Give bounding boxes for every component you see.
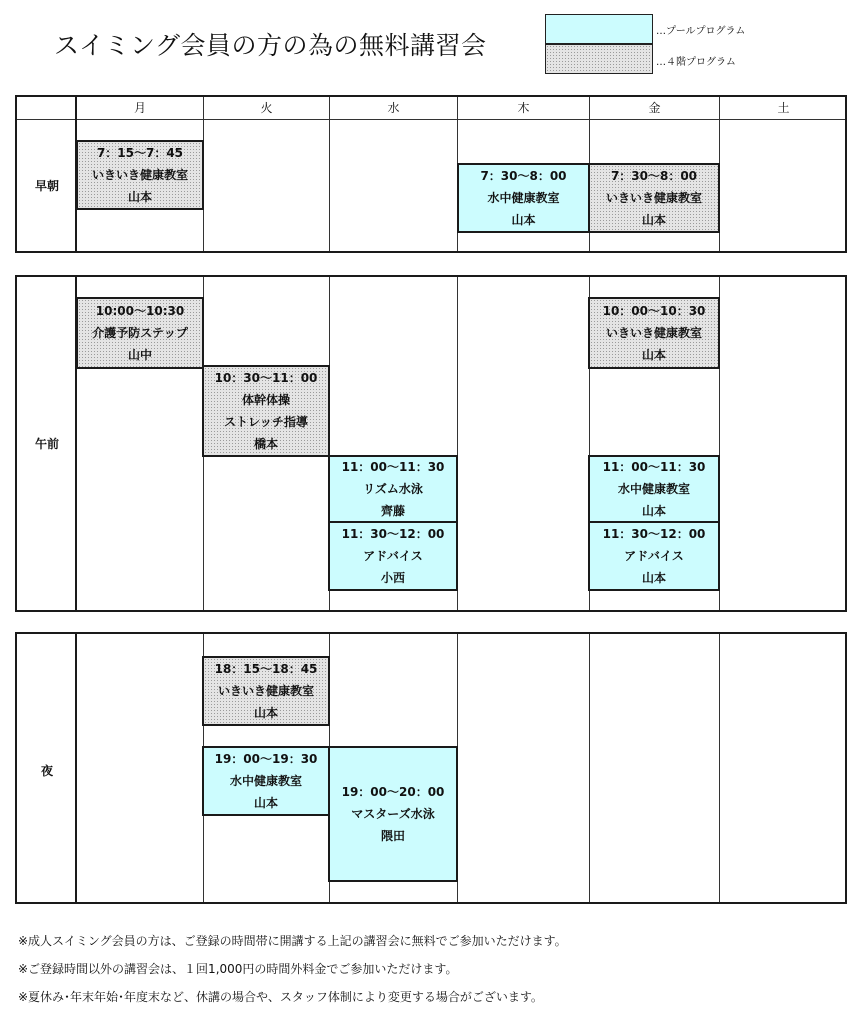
header-divider [17,119,845,120]
class-time: 10：00〜10：30 [602,304,706,318]
class-block [202,656,330,726]
class-block [588,455,720,523]
class-instructor: 山中 [127,348,152,362]
class-title: いきいき健康教室 [605,326,702,340]
class-block [328,746,458,882]
class-time: 11：30〜12：00 [602,527,706,541]
period-early: 早朝 [34,179,59,193]
class-title: アドバイス [624,549,684,563]
schedule-night-section [15,632,847,904]
class-title: いきいき健康教室 [605,191,702,205]
class-title: アドバイス [363,549,423,563]
class-instructor: 齊藤 [380,504,405,518]
period-morning: 午前 [34,437,59,451]
class-title: 体幹体操 [241,393,290,407]
class-subtitle: ストレッチ指導 [224,415,308,429]
class-block [328,455,458,523]
schedule-early-section [15,95,847,253]
class-title: いきいき健康教室 [91,168,188,182]
class-block [76,297,204,369]
class-time: 11：30〜12：00 [341,527,445,541]
day-sat: 土 [777,101,790,115]
class-time: 19：00〜19：30 [214,752,318,766]
footnote: ※ご登録時間以外の講習会は、１回1,000円の時間外料金でご参加いただけます。 [18,962,458,976]
class-time: 11：00〜11：30 [341,460,445,474]
class-block [588,521,720,591]
class-instructor: 山本 [511,213,536,227]
footnote: ※成人スイミング会員の方は、ご登録の時間帯に開講する上記の講習会に無料でご参加いただけます。 [18,934,567,948]
class-block [76,140,204,210]
class-title: いきいき健康教室 [217,684,314,698]
class-instructor: 山本 [641,504,666,518]
day-mon: 月 [133,101,146,115]
class-block [202,746,330,816]
class-instructor: 隈田 [380,829,405,843]
schedule-morning-section [15,275,847,612]
class-time: 10:00〜10:30 [95,304,185,318]
day-thu: 木 [517,101,530,115]
class-time: 7：30〜8：00 [480,169,567,183]
day-fri: 金 [648,101,661,115]
class-instructor: 橋本 [253,437,278,451]
class-instructor: 山本 [641,571,666,585]
class-title: 水中健康教室 [229,774,302,788]
class-time: 10：30〜11：00 [214,371,318,385]
class-block [588,297,720,369]
day-wed: 水 [387,101,400,115]
class-block [328,521,458,591]
class-block [588,163,720,233]
class-time: 18：15〜18：45 [214,662,318,676]
class-time: 11：00〜11：30 [602,460,706,474]
class-instructor: 山本 [127,190,152,204]
class-title: 介護予防ステップ [92,326,188,340]
class-instructor: 山本 [641,348,666,362]
legend-pool-swatch [545,14,653,44]
class-instructor: 山本 [253,706,278,720]
class-time: 7：30〜8：00 [610,169,698,183]
legend-floor4-swatch [545,44,653,74]
period-night: 夜 [40,764,53,778]
footnote: ※夏休み･年末年始･年度末など、休講の場合や、スタッフ体制により変更する場合がございます。 [18,990,543,1004]
class-time: 19：00〜20：00 [341,785,445,799]
legend-pool-label: …プールプログラム [656,26,746,37]
class-block [202,365,330,457]
class-title: リズム水泳 [363,482,423,496]
class-title: 水中健康教室 [487,191,560,205]
class-title: マスターズ水泳 [351,807,435,821]
class-title: 水中健康教室 [617,482,690,496]
class-instructor: 山本 [253,796,278,810]
class-instructor: 山本 [641,213,666,227]
class-instructor: 小西 [380,571,405,585]
page-title: スイミング会員の方の為の無料講習会 [54,31,487,60]
class-time: 7：15〜7：45 [96,146,184,160]
class-block [457,163,590,233]
day-tue: 火 [260,101,273,115]
legend-floor4-label: …４階プログラム [656,57,736,68]
